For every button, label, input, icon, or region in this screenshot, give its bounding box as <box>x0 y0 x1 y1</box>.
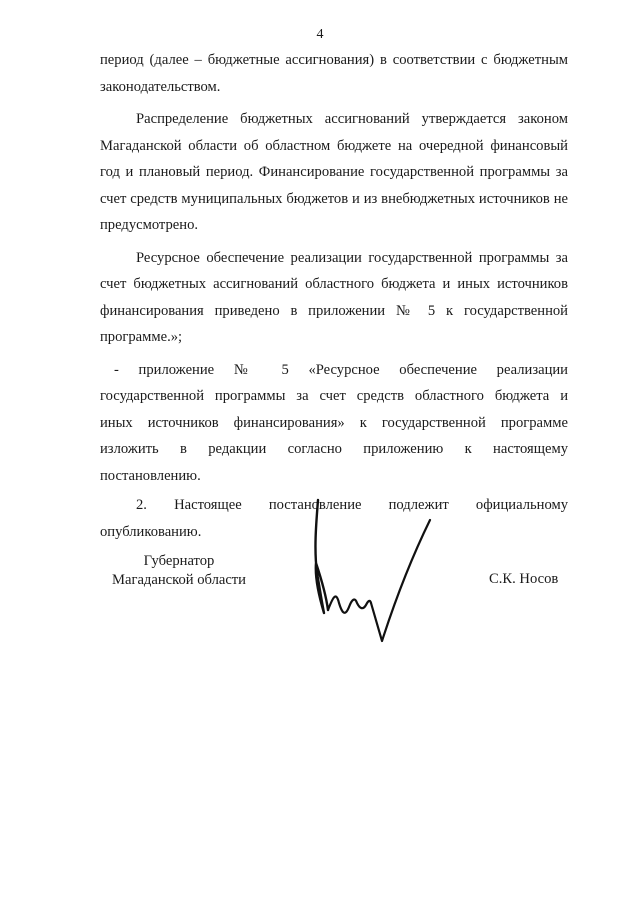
paragraph-resource-provision: Ресурсное обеспечение реализации государственной программы за счет бюджетных ассигнований областного бюджета и иных источников финансирования приведено в приложении № 5 к государственной программе.»; <box>100 249 568 345</box>
signatory-title <box>112 552 246 590</box>
signatory-name: С.К. Носов <box>489 571 559 587</box>
signatory-title-line2: Магаданской области <box>112 572 246 588</box>
page-number: 4 <box>316 27 324 42</box>
signatory-title-line1: Губернатор <box>143 553 215 569</box>
paragraph-publication: 2. Настоящее постановление подлежит официальному опубликованию. <box>100 497 568 540</box>
paragraph-budget-distribution: Распределение бюджетных ассигнований утверждается законом Магаданской области об областном бюджете на очередной финансовый год и плановый период. Финансирование государственной программы за счет средств муниципальных бюджетов и из внебюджетных источников не предусмотрено. <box>100 111 568 233</box>
handwritten-signature <box>300 495 435 655</box>
paragraph-continuation: период (далее – бюджетные ассигнования) в соответствии с бюджетным законодательством. <box>100 52 568 95</box>
document-body <box>100 47 568 545</box>
paragraph-appendix-amendment: - приложение № 5 «Ресурсное обеспечение реализации государственной программы за счет средств областного бюджета и иных источников финансирования» к государственной программе изложить в редакции согласно приложению к настоящему постановлению. <box>100 361 568 484</box>
